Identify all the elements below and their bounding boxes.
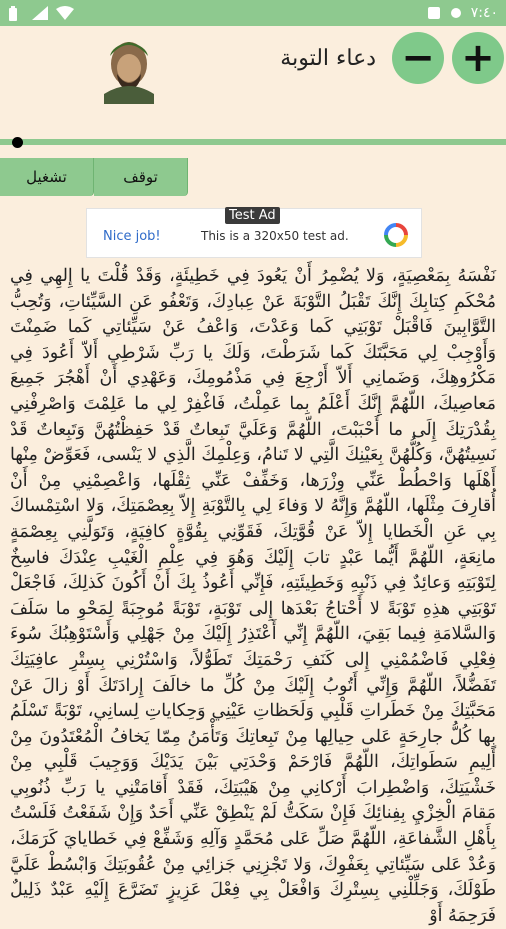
wifi-icon [56, 6, 70, 20]
ad-banner[interactable] [86, 208, 422, 258]
ad-logo-icon [383, 222, 409, 248]
status-time: ٧:٤٠ [470, 5, 498, 21]
play-button[interactable]: تشغيل [0, 158, 94, 196]
minus-icon: − [401, 35, 435, 81]
seek-bar[interactable] [0, 130, 506, 154]
settings-icon [449, 6, 463, 20]
ad-headline: Nice job! [103, 229, 161, 244]
plus-icon: + [461, 35, 495, 81]
ad-tag: Test Ad [225, 207, 280, 224]
zoom-out-button[interactable] [392, 32, 444, 84]
debug-icon [427, 6, 441, 20]
seek-thumb[interactable] [12, 137, 23, 148]
status-right [427, 5, 498, 21]
battery-icon [8, 6, 22, 20]
seek-track [0, 139, 506, 145]
player-controls [0, 158, 188, 196]
page-title: دعاء التوبة [280, 46, 376, 71]
ad-description: This is a 320x50 test ad. [201, 229, 349, 243]
zoom-in-button[interactable] [452, 32, 504, 84]
status-bar [0, 0, 506, 26]
signal-icon [32, 6, 46, 20]
app-logo [90, 34, 168, 114]
supplication-text: نَفْسَهُ بِمَعْصِيَةٍ، وَلا يُضْمِرُ أَنْ يَعُودَ فِي خَطِيئَةٍ، وَقَدْ قُلْتَ يا إِلهِي فِي مُحْكَمِ كِتابِكَ إِنَّكَ تَقْبَلُ التَّوْبَةَ عَنْ عِبادِكَ، وَتَعْفُو عَنِ السَّيِّئاتِ، وَتُحِبُّ التَّوَّابِينَ فَاقْبَلْ تَوْبَتِي كَما وَعَدْتَ، وَاعْفُ عَنْ سَيِّئاتِي كَما ضَمِنْتَ وَأَوْجِبْ لِي مَحَبَّتَكَ كَما شَرَطْتَ، وَلَكَ يا رَبِّ شَرْطِي أَلاّ أَعُودَ فِي مَكْرُوهِكَ، وَضَمانِي أَلاّ أَرْجِعَ فِي مَذْمُومِكَ، وَعَهْدِي أَنْ أَهْجُرَ جَمِيعَ مَعاصِيكَ، اللّهُمَّ إِنَّكَ أَعْلَمُ بِما عَمِلْتُ، فَاغْفِرْ لِي ما عَلِمْتَ وَاصْرِفْنِي بِقُدْرَتِكَ إِلَى ما أَحْبَبْتَ، اللّهُمَّ وَعَلَيَّ تَبِعاتٌ قَدْ حَفِظْتُهُنَّ وَتَبِعاتٌ قَدْ نَسِيتُهُنَّ، وَكُلُّهُنَّ بِعَيْنِكَ الَّتِي لا تَنامُ، وَعِلْمِكَ الَّذِي لا يَنْسى، فَعَوِّضْ مِنْها أَهْلَها وَاحْطُطْ عَنِّي وِزْرَها، وَخَفِّفْ عَنِّي ثِقْلَها، وَاعْصِمْنِي مِنْ أَنْ أُقارِفَ مِثْلَها، اللّهُمَّ وَإِنَّهُ لا وَفاءَ لِي بِالتَّوْبَةِ إِلاّ بِعِصْمَتِكَ، وَلا اسْتِمْساكَ بِي عَنِ الْخَطايا إِلاّ عَنْ قُوَّتِكَ، فَقَوِّنِي بِقُوَّةٍ كافِيَةٍ، وَتَوَلَّنِي بِعِصْمَةٍ مانِعَةٍ، اللّهُمَّ أَيُّما عَبْدٍ تابَ إِلَيْكَ وَهُوَ فِي عِلْمِ الْغَيْبِ عِنْدَكَ فاسِخٌ لِتَوْبَتِهِ وَعائِدٌ فِي ذَنْبِهِ وَخَطِيئَتِهِ، فَإِنِّي أَعُوذُ بِكَ أَنْ أَكُونَ كَذلِكَ، فَاجْعَلْ تَوْبَتِي هذِهِ تَوْبَةً لا أَحْتاجُ بَعْدَها إِلى تَوْبَةٍ، تَوْبَةً مُوجِبَةً لِمَحْوِ ما سَلَفَ وَالسَّلامَةِ فِيما بَقِيَ، اللّهُمَّ إِنِّي أَعْتَذِرُ إِلَيْكَ مِنْ جَهْلِي وَأَسْتَوْهِبُكَ سُوءَ فِعْلِي فَاضْمُمْنِي إِلى كَنَفِ رَحْمَتِكَ تَطَوُّلاً، وَاسْتُرْنِي بِسِتْرِ عافِيَتِكَ تَفَضُّلاً، اللّهُمَّ وَإِنِّي أَتُوبُ إِلَيْكَ مِنْ كُلِّ ما خالَفَ إِرادَتَكَ أَوْ زالَ عَنْ مَحَبَّتِكَ مِنْ خَطَراتِ قَلْبِي وَلَحَظاتِ عَيْنِي وَحِكاياتِ لِسانِي، تَوْبَةً تَسْلَمُ بِها كُلُّ جارِحَةٍ عَلى حِيالِها مِنْ تَبِعاتِكَ وَتَأْمَنُ مِمّا يَخافُ الْمُعْتَدُونَ مِنْ أَلِيمِ سَطَواتِكَ، اللّهُمَّ فَارْحَمْ وَحْدَتِي بَيْنَ يَدَيْكَ وَوَجِيبَ قَلْبِي مِنْ خَشْيَتِكَ، وَاضْطِرابَ أَرْكانِي مِنْ هَيْبَتِكَ، فَقَدْ أَقامَتْنِي يا رَبِّ ذُنُوبِي مَقامَ الْخِزْيِ بِفِنائِكَ فَإِنْ سَكَتُّ لَمْ يَنْطِقْ عَنِّي أَحَدٌ وَإِنْ شَفَعْتُ فَلَسْتُ بِأَهْلِ الشَّفاعَةِ، اللّهُمَّ صَلِّ عَلى مُحَمَّدٍ وَآلِهِ وَشَفِّعْ فِي خَطايايَ كَرَمَكَ، وَعُدْ عَلى سَيِّئاتِي بِعَفْوِكَ، وَلا تَجْزِنِي جَزائِي مِنْ عُقُوبَتِكَ وَابْسُطْ عَلَيَّ طَوْلَكَ، وَجَلِّلْنِي بِسِتْرِكَ وَافْعَلْ بِي فِعْلَ عَزِيزٍ تَضَرَّعَ إِلَيْهِ عَبْدٌ ذَلِيلٌ فَرَحِمَهُ أَوْ [10, 266, 497, 926]
stop-button[interactable]: توقف [94, 158, 188, 196]
status-left-icons [8, 6, 70, 20]
